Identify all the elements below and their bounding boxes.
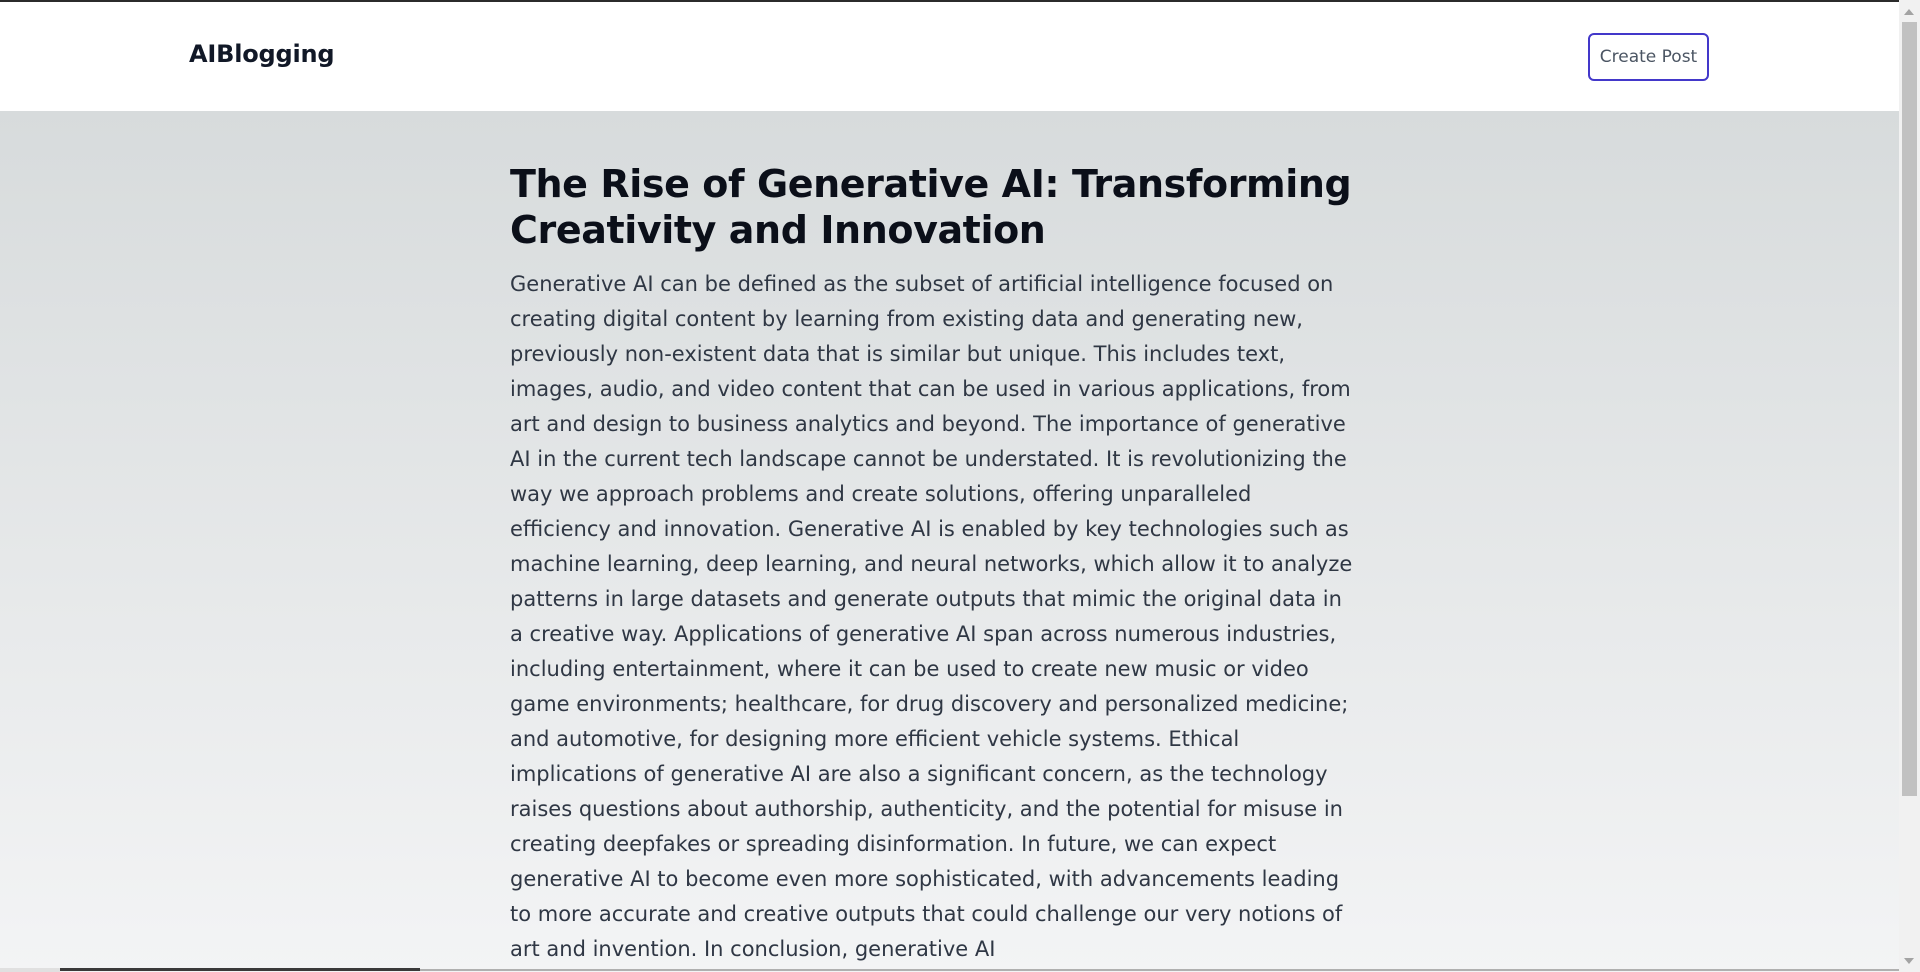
scroll-up-arrow-icon[interactable] <box>1904 9 1914 15</box>
article-body: Generative AI can be defined as the subset of artificial intelligence focused on creating digital content by learning from existing data and generating new, previously non-existent data that is similar but unique. This includes text, images, audio, and video content that can be used in various applications, from art and design to business analytics and beyond. The importance of generative AI in the current tech landscape cannot be understated. It is revolutionizing the way we approach problems and create solutions, offering unparalleled efficiency and innovation. Generative AI is enabled by key technologies such as machine learning, deep learning, and neural networks, which allow it to analyze patterns in large datasets and generate outputs that mimic the original data in a creative way. Applications of generative AI span across numerous industries, including entertainment, where it can be used to create new music or video game environments; healthcare, for drug discovery and personalized medicine; and automotive, for designing more efficient vehicle systems. Ethical implications of generative AI are also a significant concern, as the technology raises questions about authorship, authenticity, and the potential for misuse in creating deepfakes or spreading disinformation. In future, we can expect generative AI to become even more sophisticated, with advancements leading to more accurate and creative outputs that could challenge our very notions of art and invention. In conclusion, generative AI <box>510 272 1353 961</box>
main-content <box>0 111 1899 972</box>
site-brand-logo[interactable]: AIBlogging <box>189 40 335 68</box>
bottom-edge-dark <box>60 968 420 971</box>
scroll-down-arrow-icon[interactable] <box>1904 958 1914 964</box>
vertical-scrollbar[interactable] <box>1899 0 1920 972</box>
article <box>510 161 1355 967</box>
article-title: The Rise of Generative AI: Transforming Creativity and Innovation <box>510 162 1352 252</box>
site-header <box>0 2 1899 111</box>
scrollbar-thumb[interactable] <box>1902 22 1917 796</box>
create-post-button[interactable]: Create Post <box>1588 33 1709 81</box>
bottom-edge-right <box>420 969 1899 971</box>
bottom-edge-left <box>0 968 60 972</box>
